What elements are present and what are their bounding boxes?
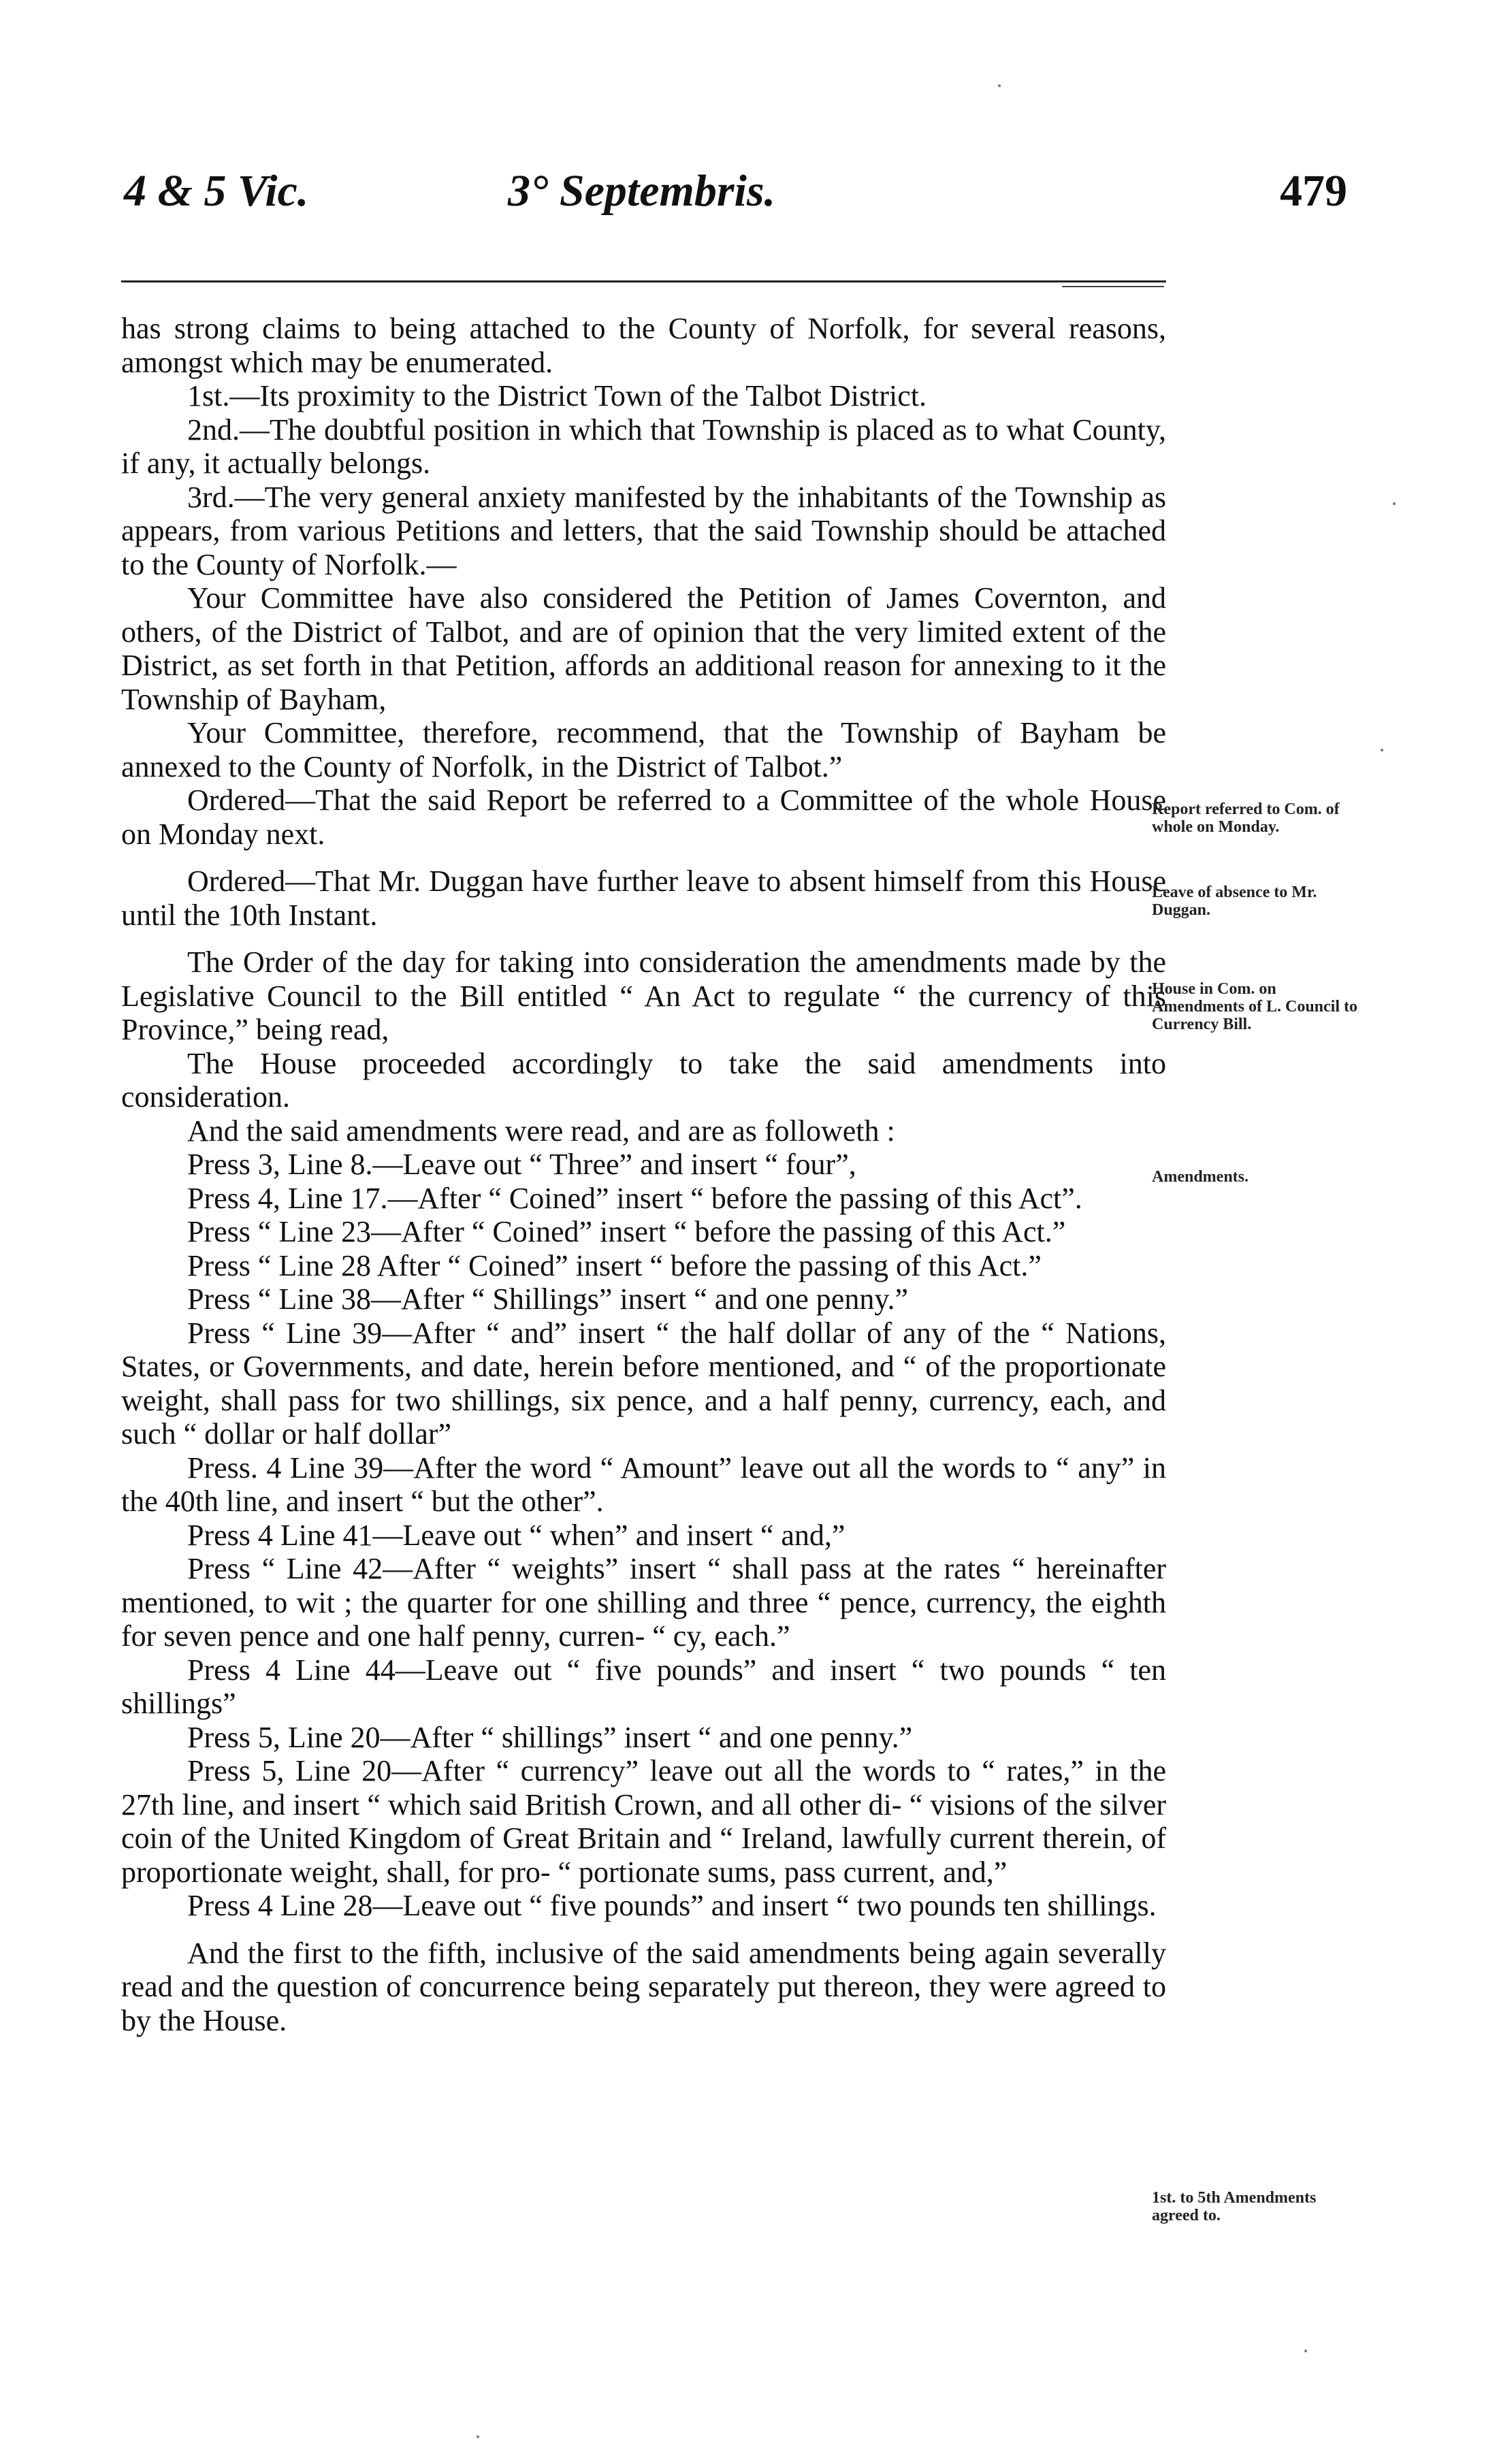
paper-speck <box>1381 749 1383 751</box>
paragraph: Press “ Line 42—After “ weights” insert “ shall pass at the rates “ hereinafter mentioned, to wit ; the quarter for one shilling and three “ pence, currency, the eighth for seven pence and one half penny, curren- “ cy, each.” <box>121 1552 1166 1653</box>
paragraph: Ordered—That the said Report be referred to a Committee of the whole House on Monday next. <box>121 783 1166 851</box>
paragraph: And the first to the fifth, inclusive of the said amendments being again severally read and the question of concurrence being separately put thereon, they were agreed to by the House. <box>121 1936 1166 2037</box>
paper-speck <box>1393 502 1396 505</box>
header-rule <box>121 280 1166 282</box>
paragraph: Press “ Line 23—After “ Coined” insert “ before the passing of this Act.” <box>187 1215 1066 1248</box>
paragraph: Press 5, Line 20—After “ shillings” insert “ and one penny.” <box>187 1720 913 1754</box>
paragraph: Press 4, Line 17.—After “ Coined” insert “ before the passing of this Act”. <box>187 1181 1082 1215</box>
paragraph: Press “ Line 38—After “ Shillings” insert “ and one penny.” <box>187 1282 908 1316</box>
margin-note-report-referred: Report referred to Com. of whole on Monday. <box>1152 800 1340 836</box>
paragraph: Ordered—That Mr. Duggan have further leave to absent himself from this House until the 10th Instant. <box>121 864 1166 932</box>
journal-text <box>121 312 1166 2037</box>
paragraph: Press “ Line 39—After “ and” insert “ the half dollar of any of the “ Nations, States, or Governments, and date, herein before mentioned, and “ of the proportionate weight, shall pass for two shillings, six pence, and a half penny, currency, each, and such “ dollar or half dollar” <box>121 1316 1166 1450</box>
margin-note-amendments-agreed: 1st. to 5th Amendments agreed to. <box>1152 2189 1317 2224</box>
paragraph: Your Committee, therefore, recommend, that the Township of Bayham be annexed to the County of Norfolk, in the District of Talbot.” <box>121 716 1166 783</box>
paragraph: Press 4 Line 28—Leave out “ five pounds” and insert “ two pounds ten shillings. <box>187 1889 1157 1922</box>
paragraph: The House proceeded accordingly to take the said amendments into consideration. <box>121 1046 1166 1114</box>
running-head-date: 3° Septembris. <box>508 166 776 216</box>
paragraph: Press 4 Line 41—Leave out “ when” and insert “ and,” <box>187 1518 846 1552</box>
margin-note-amendments: Amendments. <box>1152 1168 1249 1186</box>
paragraph: Press “ Line 28 After “ Coined” insert “ before the passing of this Act.” <box>187 1248 1042 1282</box>
paragraph: 2nd.—The doubtful position in which that Township is placed as to what County, if any, it actually belongs. <box>121 412 1166 480</box>
paragraph: 1st.—Its proximity to the District Town of the Talbot District. <box>187 379 927 412</box>
page-number: 479 <box>1280 166 1347 216</box>
paper-speck <box>477 2435 479 2438</box>
paper-speck <box>998 84 1001 87</box>
paragraph: And the said amendments were read, and are as followeth : <box>187 1114 895 1148</box>
paper-speck <box>1304 2350 1307 2352</box>
paragraph: Your Committee have also considered the Petition of James Covernton, and others, of the District of Talbot, and are of opinion that the very limited extent of the District, as set forth in that Petition, affords an additional reason for annexing to it the Township of Bayham, <box>121 581 1166 716</box>
paragraph: 3rd.—The very general anxiety manifested by the inhabitants of the Township as appears, from various Petitions and letters, that the said Township should be attached to the County of Norfolk.— <box>121 480 1166 581</box>
paragraph: The Order of the day for taking into consideration the amendments made by the Legislative Council to the Bill entitled “ An Act to regulate “ the currency of this Province,” being read, <box>121 945 1166 1046</box>
margin-note-house-in-committee: House in Com. on Amendments of L. Council to Currency Bill. <box>1152 980 1358 1033</box>
paragraph: Press 5, Line 20—After “ currency” leave out all the words to “ rates,” in the 27th line, and insert “ which said British Crown, and all other di- “ visions of the silver coin of the United Kingdom of Great Britain and “ Ireland, lawfully current therein, of proportionate weight, shall, for pro- “ portionate sums, pass current, and,” <box>121 1754 1166 1889</box>
header-rule-short <box>1062 286 1164 287</box>
running-head-session: 4 & 5 Vic. <box>124 166 309 216</box>
margin-note-leave-of-absence: Leave of absence to Mr. Duggan. <box>1152 884 1317 919</box>
paragraph: Press. 4 Line 39—After the word “ Amount” leave out all the words to “ any” in the 40th line, and insert “ but the other”. <box>121 1450 1166 1518</box>
paragraph: Press 4 Line 44—Leave out “ five pounds” and insert “ two pounds “ ten shillings” <box>121 1653 1166 1720</box>
paragraph: Press 3, Line 8.—Leave out “ Three” and insert “ four”, <box>187 1148 856 1181</box>
paragraph: has strong claims to being attached to the County of Norfolk, for several reasons, amongst which may be enumerated. <box>121 312 1166 379</box>
